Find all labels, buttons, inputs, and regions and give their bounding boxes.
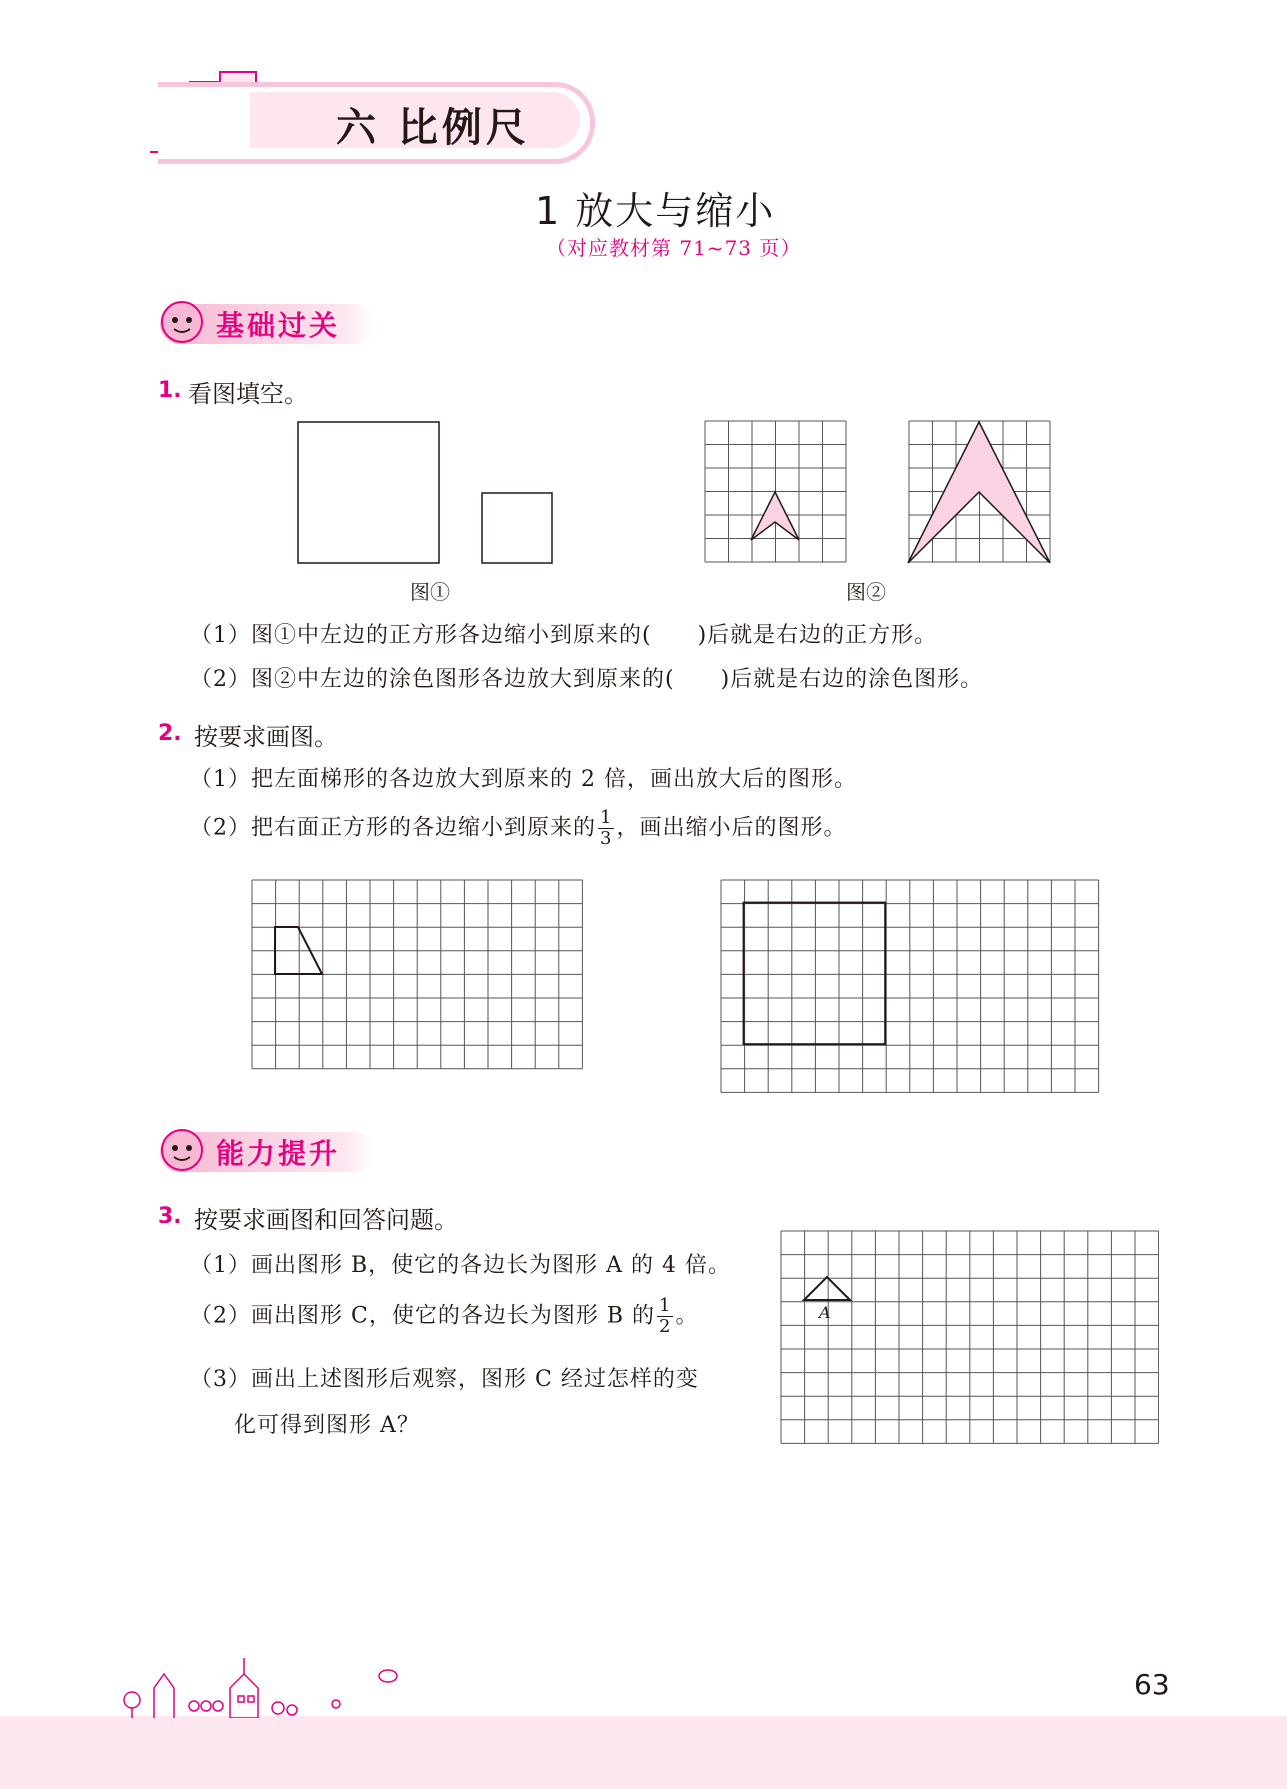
figure-1-label: 图① bbox=[410, 580, 450, 604]
footer-band bbox=[0, 1716, 1287, 1789]
triangle-a bbox=[804, 1277, 850, 1300]
figure-2-grids bbox=[704, 420, 1052, 566]
question-2-sub-1: （1）把左面梯形的各边放大到原来的 2 倍，画出放大后的图形。 bbox=[190, 767, 857, 792]
grid-shape-a bbox=[780, 1230, 1159, 1444]
section-basic-title: 基础过关 bbox=[216, 309, 341, 342]
figure-2-label: 图② bbox=[846, 580, 886, 604]
question-3-text: 按要求画图和回答问题。 bbox=[194, 1206, 458, 1234]
lesson-title: 1 放大与缩小 bbox=[535, 189, 776, 233]
question-1-number: 1. bbox=[158, 378, 182, 403]
question-2-number: 2. bbox=[158, 721, 182, 746]
chapter-title: 六 比例尺 bbox=[336, 105, 530, 151]
fraction-one-half: $\frac{1}{2}$ bbox=[658, 1295, 672, 1337]
grid-trapezoid bbox=[251, 879, 585, 1071]
mascot-icon bbox=[158, 1126, 206, 1174]
question-2-sub-2: （2）把右面正方形的各边缩小到原来的 $\frac{1}{3}$ ，画出缩小后的图形。 bbox=[190, 807, 847, 849]
small-square bbox=[482, 493, 552, 563]
figure-1-squares bbox=[296, 420, 556, 566]
question-1-text: 看图填空。 bbox=[188, 380, 308, 408]
question-3-sub-3-line-2: 化可得到图形 A？ bbox=[234, 1413, 420, 1438]
lesson-reference: （对应教材第 71~73 页） bbox=[546, 236, 802, 260]
question-3-sub-1: （1）画出图形 B，使它的各边长为图形 A 的 4 倍。 bbox=[190, 1253, 732, 1278]
footer-illustration bbox=[118, 1648, 408, 1718]
question-3-number: 3. bbox=[158, 1204, 182, 1229]
question-3-sub-3-line-1: （3）画出上述图形后观察，图形 C 经过怎样的变 bbox=[190, 1367, 699, 1392]
question-1-sub-2: （2）图②中左边的涂色图形各边放大到原来的( )后就是右边的涂色图形。 bbox=[190, 667, 984, 692]
section-advanced-title: 能力提升 bbox=[216, 1137, 341, 1170]
question-2-text: 按要求画图。 bbox=[194, 723, 338, 751]
shape-a-label: A bbox=[819, 1303, 831, 1322]
fraction-one-third: $\frac{1}{3}$ bbox=[600, 807, 613, 849]
mascot-icon bbox=[158, 298, 206, 346]
question-3-sub-2: （2）画出图形 C，使它的各边长为图形 B 的 $\frac{1}{2}$ 。 bbox=[190, 1295, 699, 1337]
page-number: 63 bbox=[1134, 1668, 1170, 1701]
grid-square bbox=[720, 879, 1101, 1093]
large-square bbox=[298, 422, 439, 563]
large-grid-square bbox=[744, 903, 886, 1045]
question-1-sub-1: （1）图①中左边的正方形各边缩小到原来的( )后就是右边的正方形。 bbox=[190, 623, 938, 648]
